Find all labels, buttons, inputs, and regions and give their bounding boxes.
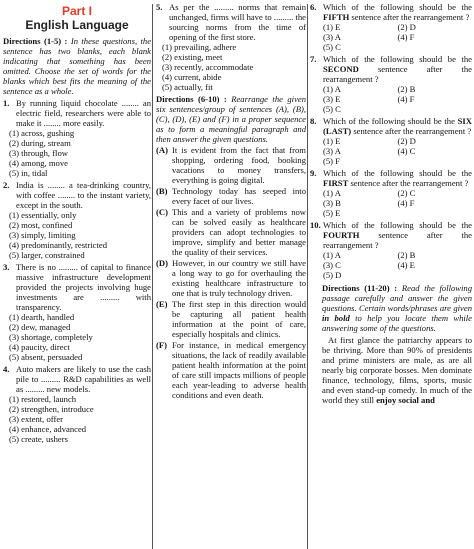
- sentence-text: However, in our country we still have a long way to go for overhauling the existing healthcare infrastructure to one that is truly technology driven.: [172, 258, 306, 298]
- option: (5) F: [323, 156, 340, 166]
- option: (5) E: [323, 208, 341, 218]
- option: (1) across, gushing: [9, 128, 75, 138]
- option: (5) absent, persuaded: [9, 352, 83, 362]
- question-5: [156, 2, 306, 42]
- question-text: As per the ......... norms that remain unchanged, firms will have to ......... the sourcing norms from the time of opening of the first store.: [169, 2, 306, 42]
- directions-text-1: Read the following passage carefully and answer the given questions. Certain words/phrases are given: [322, 283, 472, 313]
- directions-6-10: [156, 94, 306, 144]
- question-text-post: sentence after the rearrangement ?: [323, 64, 472, 84]
- question-number: 9.: [310, 168, 317, 178]
- question-text-post: sentence after the rearrangement ?: [348, 178, 469, 188]
- question-1: [3, 98, 151, 128]
- question-number: 7.: [310, 54, 317, 64]
- passage: [310, 335, 472, 405]
- question-text: [323, 2, 472, 22]
- option: (5) actually, fit: [162, 82, 213, 92]
- question-text-pre: Which of the following should be the: [323, 168, 472, 178]
- column-left: [3, 0, 151, 549]
- option: (2) during, stream: [9, 138, 71, 148]
- sentence-label: (F): [156, 340, 167, 350]
- part-title: Part I: [61, 4, 92, 18]
- option: (3) E: [323, 94, 341, 104]
- question-text: [323, 168, 472, 188]
- question-text: India is ........ a tea-drinking country, with coffee ........ to the instant variety, except in the south.: [16, 180, 151, 210]
- sentence-f: [156, 340, 306, 400]
- sentence-c: [156, 207, 306, 257]
- sentence-label: (A): [156, 145, 168, 155]
- directions-label: Directions (6-10) :: [156, 94, 227, 104]
- directions-label: Directions (1-5) :: [3, 36, 68, 46]
- question-4: [3, 364, 151, 394]
- option: (4) enhance, advanced: [9, 424, 87, 434]
- column-middle: [156, 0, 306, 549]
- question-text: By running liquid chocolate ........ an electric field, researchers were able to make it ........ more easily.: [16, 98, 151, 128]
- question-text-post: sentence after the rearrangement ?: [351, 126, 472, 136]
- option: (5) larger, constrained: [9, 250, 85, 260]
- option: (2) strengthen, introduce: [9, 404, 94, 414]
- option-row: [310, 270, 472, 280]
- option: (4) E: [397, 260, 415, 270]
- option: (1) E: [323, 136, 341, 146]
- question-number: 4.: [3, 364, 10, 374]
- option: (4) F: [397, 198, 415, 208]
- option: (4) C: [397, 146, 416, 156]
- option: (1) A: [323, 84, 341, 94]
- question-text-post: sentence after the rearrangement ?: [323, 230, 472, 250]
- question-number: 5.: [156, 2, 163, 12]
- sentence-e: [156, 299, 306, 339]
- option: (4) current, abide: [162, 72, 222, 82]
- directions-bold: in bold: [322, 313, 350, 323]
- option: [398, 104, 473, 114]
- option: (1) restored, launch: [9, 394, 77, 404]
- question-text: There is no ......... of capital to finance massive infrastructure development provided the projects involving huge investments are ......... with transparency.: [16, 262, 151, 312]
- option-row: [310, 94, 472, 104]
- option-row: [310, 42, 472, 52]
- sentence-text: Technology today has seeped into every facet of our lives.: [172, 186, 306, 206]
- option-row: [310, 208, 472, 218]
- passage-bold: enjoy social and: [376, 395, 435, 405]
- question-10: [310, 220, 472, 250]
- sentence-label: (C): [156, 207, 168, 217]
- option: (3) A: [323, 32, 341, 42]
- option: (1) A: [323, 188, 341, 198]
- column-divider-2: [307, 4, 308, 549]
- option: (2) C: [397, 188, 416, 198]
- question-number: 1.: [3, 98, 10, 108]
- question-3: [3, 262, 151, 312]
- question-text: [323, 220, 472, 250]
- option: (3) recently, accommodate: [162, 62, 254, 72]
- option: (2) existing, meet: [162, 52, 223, 62]
- sentence-label: (E): [156, 299, 168, 309]
- column-right: [310, 0, 472, 549]
- option-row: [310, 22, 472, 32]
- question-text-post: sentence after the rearrangement ?: [349, 12, 470, 22]
- question-number: 3.: [3, 262, 10, 272]
- sentence-a: [156, 145, 306, 185]
- option: [398, 42, 473, 52]
- option-row: [310, 250, 472, 260]
- question-text-pre: Which of the following should be the: [323, 2, 472, 12]
- column-divider-1: [152, 4, 153, 549]
- option: (3) B: [323, 198, 341, 208]
- option-row: [310, 188, 472, 198]
- question-number: 2.: [3, 180, 10, 190]
- option-row: [310, 260, 472, 270]
- directions-label: Directions (11-20) :: [322, 283, 398, 293]
- option: (1) A: [323, 250, 341, 260]
- question-9: [310, 168, 472, 188]
- option: (4) predominantly, restricted: [9, 240, 107, 250]
- question-text: [323, 116, 472, 136]
- option: (3) shortage, completely: [9, 332, 93, 342]
- option: (3) extent, offer: [9, 414, 64, 424]
- option: [398, 156, 473, 166]
- question-bold: FIFTH: [323, 12, 350, 22]
- option: (2) most, confined: [9, 220, 73, 230]
- question-bold: SECOND: [323, 64, 359, 74]
- directions-text: Rearrange the given six sentences/group of sentences (A), (B), (C), (D), (E) and (F) in a proper sequence as to form a meaningful paragraph and then answer the given questions.: [156, 94, 306, 144]
- option-row: [310, 156, 472, 166]
- option: (1) dearth, handled: [9, 312, 75, 322]
- option: (4) paucity, direct: [9, 342, 70, 352]
- option: (1) essentially, only: [9, 210, 77, 220]
- option: (4) F: [397, 32, 415, 42]
- option-row: [310, 32, 472, 42]
- question-text: [323, 54, 472, 84]
- question-text-pre: Which of the following should be the: [323, 54, 472, 64]
- option: [398, 270, 473, 280]
- question-number: 6.: [310, 2, 317, 12]
- option: (5) C: [323, 104, 341, 114]
- directions-11-20: [310, 283, 472, 333]
- question-8: [310, 116, 472, 136]
- sentence-text: It is evident from the fact that from shopping, ordering food, booking vacations to money transfers, everything is going digital.: [172, 145, 306, 185]
- directions-text: In these questions, the sentence has two blanks, each blank indicating that something has been omitted. Choose the set of words for the blanks which best fits the meaning of the sentence as a whole.: [3, 36, 151, 96]
- option-row: [310, 104, 472, 114]
- directions-text-2: to help you locate them while answering some of the questions.: [322, 313, 472, 333]
- question-text-pre: Which of the following should be the: [323, 116, 458, 126]
- question-7: [310, 54, 472, 84]
- option: (3) through, flow: [9, 148, 68, 158]
- option-row: [310, 146, 472, 156]
- sentence-d: [156, 258, 306, 298]
- option-row: [310, 136, 472, 146]
- option: (5) in, tidal: [9, 168, 48, 178]
- question-number: 10.: [310, 220, 321, 230]
- question-text-pre: Which of the following should be the: [323, 220, 472, 230]
- question-bold: SIX (LAST): [323, 116, 472, 136]
- sentence-b: [156, 186, 306, 206]
- option: (3) C: [323, 260, 341, 270]
- option: (1) prevailing, adhere: [162, 42, 237, 52]
- option: (3) A: [323, 146, 341, 156]
- option: (3) simply, limiting: [9, 230, 76, 240]
- option: (2) D: [397, 22, 416, 32]
- sentence-text: For instance, in medical emergency situations, the lack of readily available patient health information at the point of care still impacts millions of people each year-leading to adverse health conditions and even death.: [172, 340, 306, 400]
- directions-1-5: [3, 36, 151, 96]
- option: (5) create, ushers: [9, 434, 68, 444]
- option: (5) D: [323, 270, 342, 280]
- section-title: English Language: [25, 18, 129, 32]
- question-text: Auto makers are likely to use the cash pile to ......... R&D capabilities as well as ......... new models.: [16, 364, 151, 394]
- question-bold: FIRST: [323, 178, 349, 188]
- option: (2) B: [397, 250, 416, 260]
- option: (2) B: [397, 84, 416, 94]
- option: (4) F: [397, 94, 415, 104]
- sentence-text: This and a variety of problems now can be solved easily as healthcare providers can adopt technologies to improve, simplify and better manage the quality of their services.: [172, 207, 306, 257]
- question-bold: FOURTH: [323, 230, 360, 240]
- option: [398, 208, 473, 218]
- passage-text: At first glance the patriarchy appears to be thriving. More than 90% of presidents and prime ministers are male, as are all nearly big corporate bosses. Men dominate finance, technology, films, sports, music and even stand-up comedy. In much of the world they still: [322, 335, 472, 405]
- sentence-label: (B): [156, 186, 168, 196]
- option: (4) among, move: [9, 158, 68, 168]
- option: (2) D: [397, 136, 416, 146]
- question-6: [310, 2, 472, 22]
- sentence-text: The first step in this direction would be capturing all patient health information at the point of care, especially hospitals and clinics.: [172, 299, 306, 339]
- option: (1) E: [323, 22, 341, 32]
- option: (2) dew, managed: [9, 322, 71, 332]
- option-row: [310, 198, 472, 208]
- option: (5) C: [323, 42, 341, 52]
- question-number: 8.: [310, 116, 317, 126]
- question-2: [3, 180, 151, 210]
- option-row: [310, 84, 472, 94]
- sentence-label: (D): [156, 258, 168, 268]
